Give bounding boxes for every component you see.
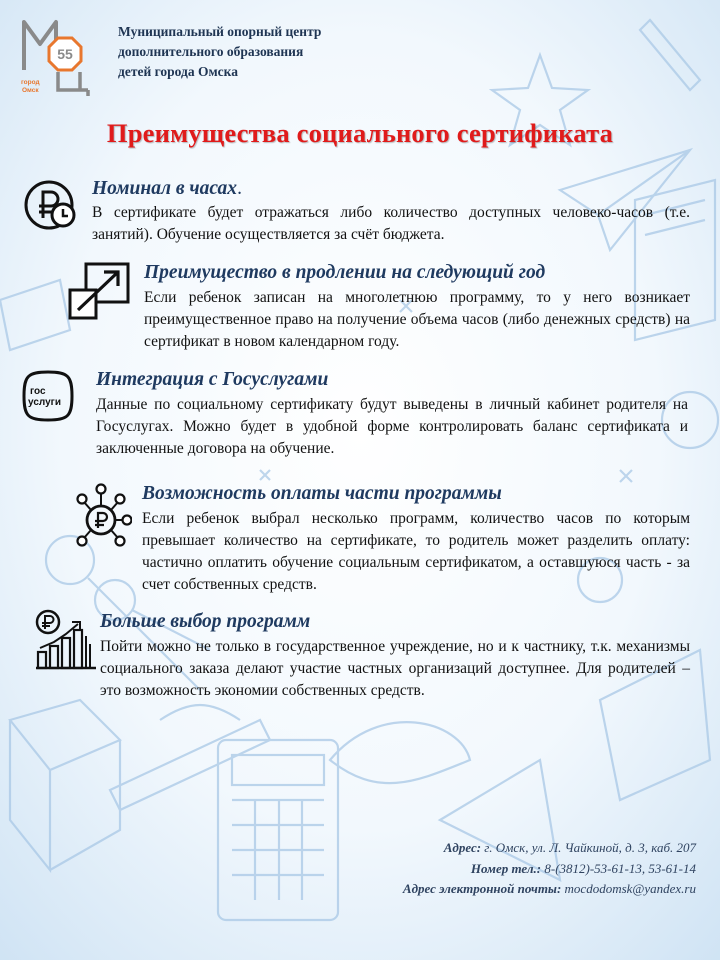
- gosuslugi-icon: [22, 370, 74, 422]
- section-text-4: Если ребенок выбрал несколько программ, количество часов по которым превышает количество на сертификате, то родитель может разделить оплату: частично оплатить обучение социальным сертификатом, а оставшуюся часть - за счет собственных средств.: [142, 510, 690, 593]
- ruble-network-icon: [74, 482, 132, 550]
- section-text-5: Пойти можно не только в государственное учреждение, но и к частнику, т.к. механизмы социального заказа делают участие частных организаций доступнее. Для родителей – это возможность экономии собственных средств.: [100, 638, 690, 699]
- org-name-line2: дополнительного образования: [118, 44, 304, 59]
- section-heading-1: [92, 178, 242, 200]
- logo-city-line1: город: [21, 79, 40, 86]
- contact-info: [256, 838, 696, 900]
- section-text-3: Данные по социальному сертификату будут выведены в личный кабинет родителя на Госуслугах. Можно будет в удобной форме контролировать баланс сертификата и заключенные договора на обучение.: [96, 396, 688, 457]
- section-heading-2: Преимущество в продлении на следующий год: [144, 262, 546, 283]
- logo-city-line2: Омск: [22, 87, 39, 94]
- email-value[interactable]: mocdodomsk@yandex.ru: [561, 881, 696, 896]
- page-title: Преимущества социального сертификата: [106, 118, 614, 148]
- section-text-2: Если ребенок записан на многолетнюю программу, то у него возникает преимущественное право на получение объема часов (либо денежных средств) на сертификат в новом календарном году.: [144, 289, 690, 350]
- section-heading-1-suffix: .: [237, 178, 242, 199]
- expand-arrow-icon: [66, 262, 132, 322]
- ruble-growth-chart-icon: [32, 608, 98, 672]
- gosuslugi-icon-line1: гос: [30, 386, 46, 397]
- section-text-1: В сертификате будет отражаться либо количество доступных человеко-часов (т.е. занятий). Обучение осуществляется за счёт бюджета.: [92, 204, 690, 243]
- email-label: Адрес электронной почты:: [402, 881, 562, 896]
- org-name: [118, 22, 418, 82]
- address-line: [256, 838, 696, 859]
- address-value: г. Омск, ул. Л. Чайкиной, д. 3, каб. 207: [481, 840, 696, 855]
- org-name-line1: Муниципальный опорный центр: [118, 24, 322, 39]
- phone-line: [256, 859, 696, 880]
- phone-label: Номер тел.:: [470, 860, 542, 876]
- section-heading-4: Возможность оплаты части программы: [142, 483, 502, 504]
- section-heading-3: Интеграция с Госуслугами: [96, 369, 329, 390]
- section-heading-5: Больше выбор программ: [100, 611, 311, 632]
- gosuslugi-icon-line2: услуги: [28, 397, 61, 408]
- org-logo: [18, 14, 100, 96]
- phone-value: 8-(3812)-53-61-13, 53-61-14: [541, 860, 696, 876]
- org-name-line3: детей города Омска: [118, 64, 238, 79]
- logo-mark: 55: [57, 46, 73, 62]
- ruble-clock-icon: [22, 178, 80, 232]
- email-line: [256, 879, 696, 900]
- section-heading-1-text: Номинал в часах: [92, 178, 238, 199]
- address-label: Адрес:: [443, 840, 482, 855]
